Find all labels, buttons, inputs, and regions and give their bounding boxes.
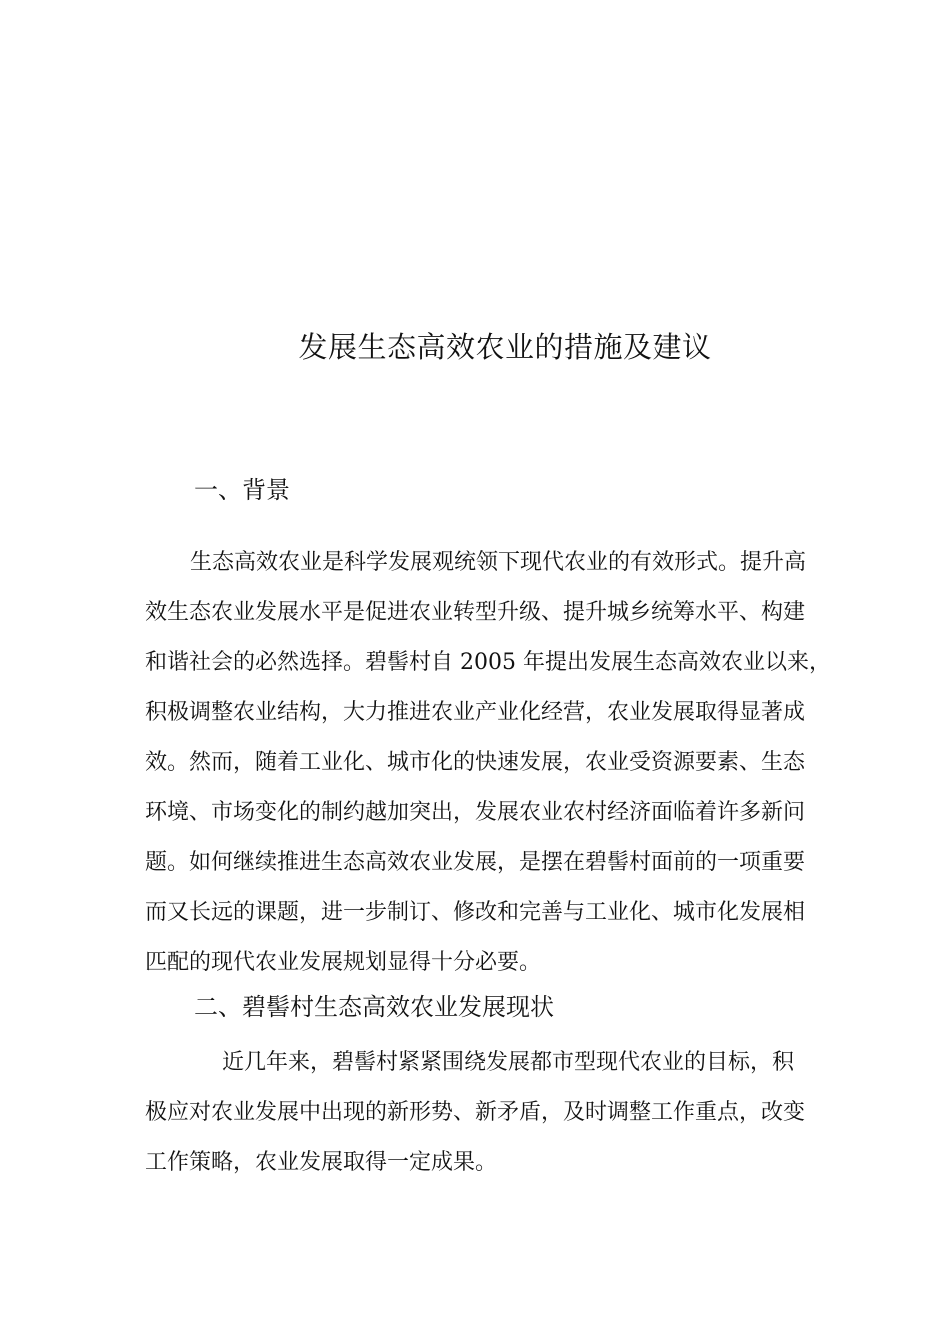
paragraph-line: 工作策略，农业发展取得一定成果。 xyxy=(145,1150,498,1175)
paragraph-line: 近几年来，碧髻村紧紧围绕发展都市型现代农业的目标，积 xyxy=(222,1050,795,1075)
paragraph-line: 而又长远的课题，进一步制订、修改和完善与工业化、城市化发展相 xyxy=(145,900,806,925)
document-title: 发展生态高效农业的措施及建议 xyxy=(298,330,712,364)
paragraph-line: 题。如何继续推进生态高效农业发展，是摆在碧髻村面前的一项重要 xyxy=(145,850,806,875)
paragraph-line: 生态高效农业是科学发展观统领下现代农业的有效形式。提升高 xyxy=(190,550,807,575)
paragraph-line: 匹配的现代农业发展规划显得十分必要。 xyxy=(145,950,542,975)
paragraph-line: 效生态农业发展水平是促进农业转型升级、提升城乡统筹水平、构建 xyxy=(145,600,806,625)
section-heading-background: 一、背景 xyxy=(194,476,290,504)
section-heading-status: 二、碧髻村生态高效农业发展现状 xyxy=(194,993,554,1021)
paragraph-line: 极应对农业发展中出现的新形势、新矛盾，及时调整工作重点，改变 xyxy=(145,1100,806,1125)
paragraph-line: 积极调整农业结构，大力推进农业产业化经营，农业发展取得显著成 xyxy=(145,700,806,725)
paragraph-line: 效。然而，随着工业化、城市化的快速发展，农业受资源要素、生态 xyxy=(145,750,806,775)
paragraph-line: 环境、市场变化的制约越加突出，发展农业农村经济面临着许多新问 xyxy=(145,800,806,825)
paragraph-line: 和谐社会的必然选择。碧髻村自 2005 年提出发展生态高效农业以来， xyxy=(145,650,831,675)
